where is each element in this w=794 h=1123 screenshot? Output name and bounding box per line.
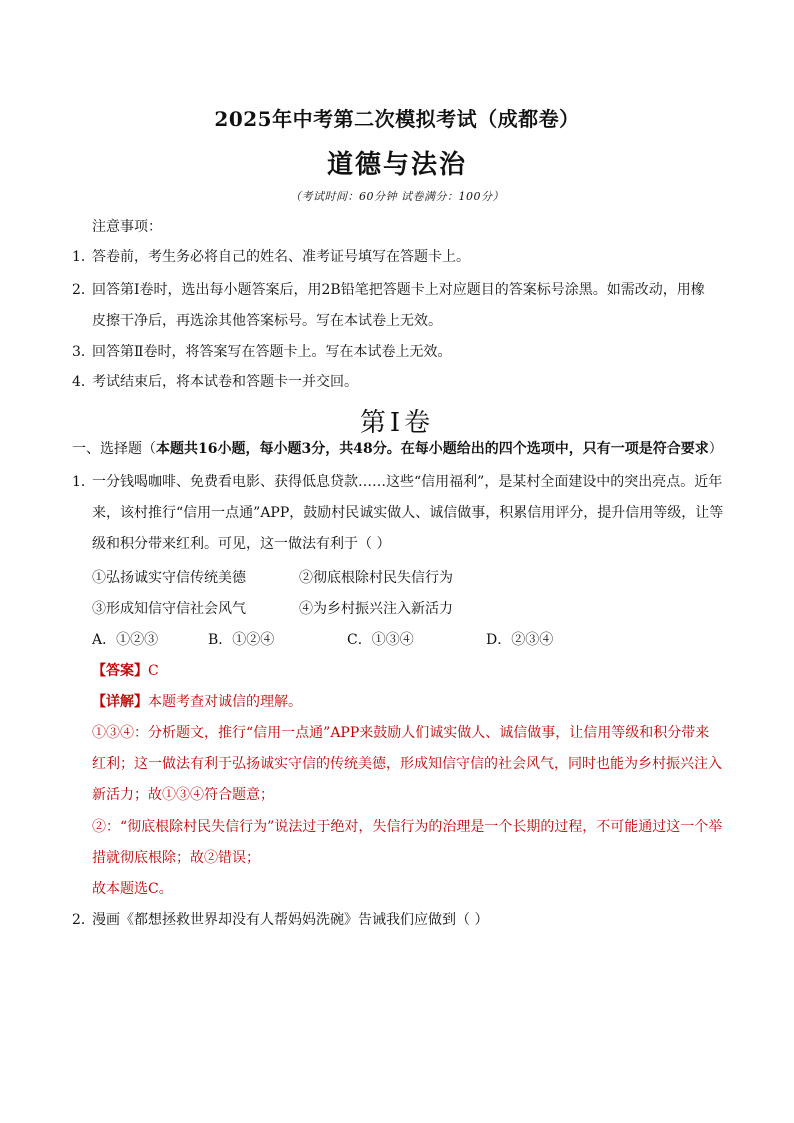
- notice-text: 皮擦干净后，再选涂其他答案标号。写在本试卷上无效。: [92, 313, 442, 329]
- analysis-line: 措就彻底根除；故②错误；: [92, 850, 260, 866]
- analysis-line: ①③④：分析题文，推行“信用一点通”APP来鼓励人们诚实做人、诚信做事，让信用等级和积分带来: [92, 725, 710, 741]
- subject-title: 道德与法治: [326, 150, 467, 180]
- section-title: 第Ⅰ卷: [359, 408, 435, 438]
- choice-c: C．①③④: [347, 632, 414, 648]
- notice-heading: 注意事项：: [92, 219, 162, 235]
- answer-label: 【答案】: [92, 663, 148, 679]
- question-number: 1．: [72, 474, 95, 490]
- statement-item: ③形成知信守信社会风气: [92, 601, 246, 617]
- notice-text: 回答第Ⅱ卷时，将答案写在答题卡上。写在本试卷上无效。: [92, 344, 452, 360]
- question-stem-line: 漫画《都想拯救世界却没有人帮妈妈洗碗》告诫我们应做到（ ）: [92, 912, 489, 928]
- notice-number: 1．: [72, 249, 95, 265]
- part-heading-prefix: 一、选择题（: [72, 441, 156, 457]
- choice-a: A．①②③: [92, 632, 159, 648]
- statement-item: ②彻底根除村民失信行为: [299, 570, 453, 586]
- exam-info: （考试时间：60分钟 试卷满分：100分）: [290, 190, 504, 203]
- choice-d: D．②③④: [486, 632, 554, 648]
- question-stem-line: 来，该村推行“信用一点通”APP，鼓励村民诚实做人、诚信做事，积累信用评分，提升信用等级，让等: [92, 505, 724, 521]
- analysis-line: ②：“彻底根除村民失信行为”说法过于绝对，失信行为的治理是一个长期的过程，不可能通过这一个举: [92, 819, 723, 835]
- detail-label: 【详解】: [92, 694, 148, 710]
- conclusion-line: 故本题选C。: [92, 881, 173, 897]
- analysis-line: 红利；这一做法有利于弘扬诚实守信的传统美德，形成知信守信的社会风气，同时也能为乡村振兴注入: [92, 756, 722, 772]
- question-stem-line: 一分钱喝咖啡、免费看电影、获得低息贷款……这些“信用福利”，是某村全面建设中的突出亮点。近年: [92, 474, 723, 490]
- notice-number: 2．: [72, 282, 95, 298]
- notice-number: 3．: [72, 344, 95, 360]
- detail-line: [92, 691, 302, 711]
- notice-text: 回答第Ⅰ卷时，选出每小题答案后，用2B铅笔把答题卡上对应题目的答案标号涂黑。如需改动，用橡: [92, 282, 705, 298]
- choice-b: B．①②④: [208, 632, 275, 648]
- notice-text: 答卷前，考生务必将自己的姓名、准考证号填写在答题卡上。: [92, 249, 470, 265]
- answer-value: C: [148, 663, 159, 679]
- statement-item: ①弘扬诚实守信传统美德: [92, 570, 246, 586]
- statement-item: ④为乡村振兴注入新活力: [299, 601, 453, 617]
- part-heading-suffix: ）: [708, 441, 723, 457]
- part-heading-rules: 本题共16小题，每小题3分，共48分。在每小题给出的四个选项中，只有一项是符合要求: [156, 441, 709, 457]
- part-heading: [72, 438, 723, 458]
- detail-text: 本题考查对诚信的理解。: [148, 694, 302, 710]
- answer-line: [92, 660, 159, 680]
- notice-number: 4．: [72, 374, 95, 390]
- question-number: 2．: [72, 912, 95, 928]
- exam-title: 2025年中考第二次模拟考试（成都卷）: [214, 107, 580, 131]
- analysis-line: 新活力；故①③④符合题意；: [92, 787, 274, 803]
- question-stem-line: 级和积分带来红利。可见，这一做法有利于（ ）: [92, 536, 391, 552]
- notice-text: 考试结束后，将本试卷和答题卡一并交回。: [92, 374, 358, 390]
